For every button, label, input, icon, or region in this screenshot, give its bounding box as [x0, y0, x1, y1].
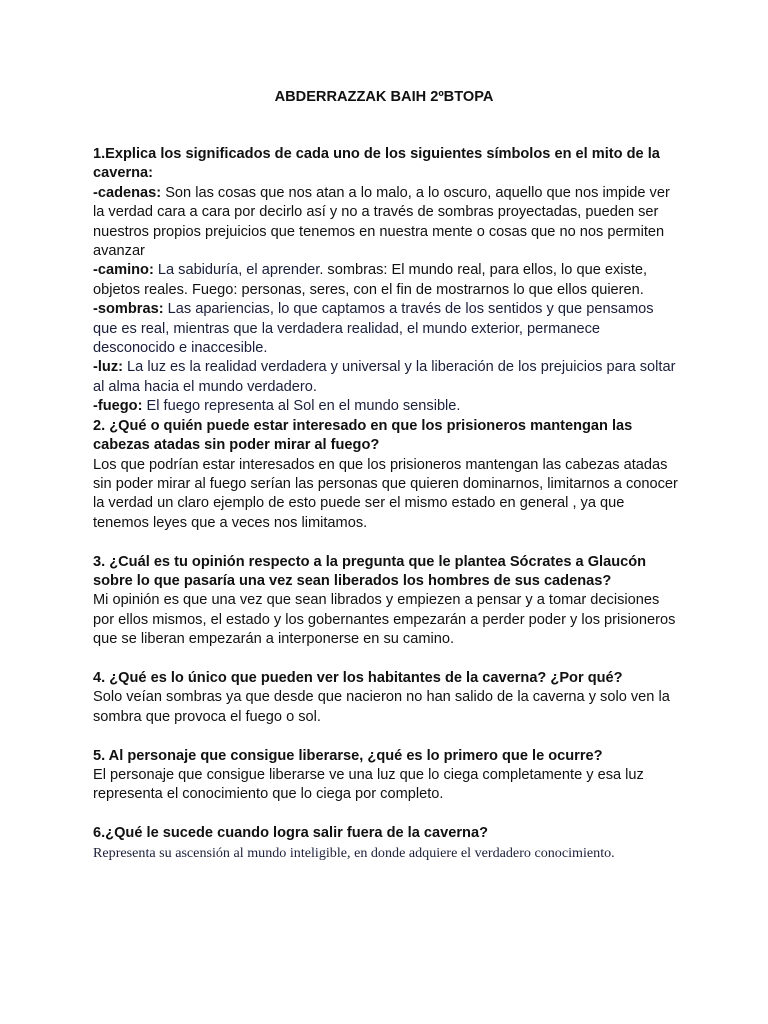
spacer: [93, 805, 678, 824]
symbol-term: -luz:: [93, 359, 123, 376]
symbol-sombras: [93, 300, 678, 358]
symbol-fuego: [93, 397, 678, 416]
answer-4: Solo veían sombras ya que desde que nacieron no han salido de la caverna y solo ven la sombra que provoca el fuego o sol.: [93, 689, 670, 725]
symbol-definition: La luz es la realidad verdadera y universal y la liberación de los prejuicios para soltar al alma hacia el mundo verdadero.: [93, 359, 676, 395]
spacer: [93, 533, 678, 552]
symbol-term: -camino:: [93, 262, 154, 279]
symbol-definition-extra: . sombras: El mundo real, para ellos, lo que existe, objetos reales. Fuego: personas, seres, con el fin de mostrarnos lo que ellos quieren.: [93, 262, 648, 298]
symbol-luz: [93, 358, 678, 397]
symbol-definition: Las apariencias, lo que captamos a través de los sentidos y que pensamos que es real, mientras que la verdadera realidad, el mundo exterior, permanece desconocido e inaccesible.: [93, 301, 654, 357]
symbol-camino: [93, 261, 678, 300]
question-3: 3. ¿Cuál es tu opinión respecto a la pregunta que le plantea Sócrates a Glaucón sobre lo que pasaría una vez sean liberados los hombres de sus cadenas?: [93, 553, 647, 589]
answer-2: Los que podrían estar interesados en que los prisioneros mantengan las cabezas atadas sin poder mirar al fuego serían las personas que quieren dominarnos, limitarnos a conocer la verdad un claro ejemplo de esto puede ser el mismo estado en general , ya que tenemos leyes que a veces nos limitamos.: [93, 456, 678, 531]
answer-5: El personaje que consigue liberarse ve una luz que lo ciega completamente y esa luz representa el conocimiento que lo ciega por completo.: [93, 766, 644, 803]
symbol-cadenas: [93, 184, 678, 262]
question-2: 2. ¿Qué o quién puede estar interesado en que los prisioneros mantengan las cabezas atadas sin poder mirar al fuego?: [93, 417, 633, 454]
spacer: [93, 650, 678, 669]
question-5: 5. Al personaje que consigue liberarse, ¿qué es lo primero que le ocurre?: [93, 747, 603, 764]
symbol-term: -fuego:: [93, 398, 143, 415]
symbol-term: -cadenas:: [93, 184, 162, 201]
symbol-term: -sombras:: [93, 301, 164, 318]
symbol-definition: Son las cosas que nos atan a lo malo, a lo oscuro, aquello que nos impide ver la verdad cara a cara por decirlo así y no a través de sombras proyectadas, pueden ser nuestros propios prejuicios que tenemos en nuestra mente o cosas que no nos permiten avanzar: [93, 184, 670, 260]
question-6: 6.¿Qué le sucede cuando logra salir fuera de la caverna?: [93, 825, 488, 842]
document-body: [93, 145, 678, 863]
spacer: [93, 727, 678, 746]
answer-6: Representa su ascensión al mundo inteligible, en donde adquiere el verdadero conocimiento.: [93, 844, 615, 861]
question-1: 1.Explica los significados de cada uno de los siguientes símbolos en el mito de la caverna:: [93, 146, 660, 182]
symbol-definition: El fuego representa al Sol en el mundo sensible.: [142, 398, 461, 415]
symbol-definition: La sabiduría, el aprender: [153, 262, 320, 279]
answer-3: Mi opinión es que una vez que sean librados y empiezen a pensar y a tomar decisiones por ellos mismos, el estado y los gobernantes empezarán a perder poder y los prisioneros que se liberan empezarán a interponerse en su camino.: [93, 592, 676, 648]
question-4: 4. ¿Qué es lo único que pueden ver los habitantes de la caverna? ¿Por qué?: [93, 669, 623, 686]
document-title: ABDERRAZZAK BAIH 2ºBTOPA: [274, 89, 494, 105]
